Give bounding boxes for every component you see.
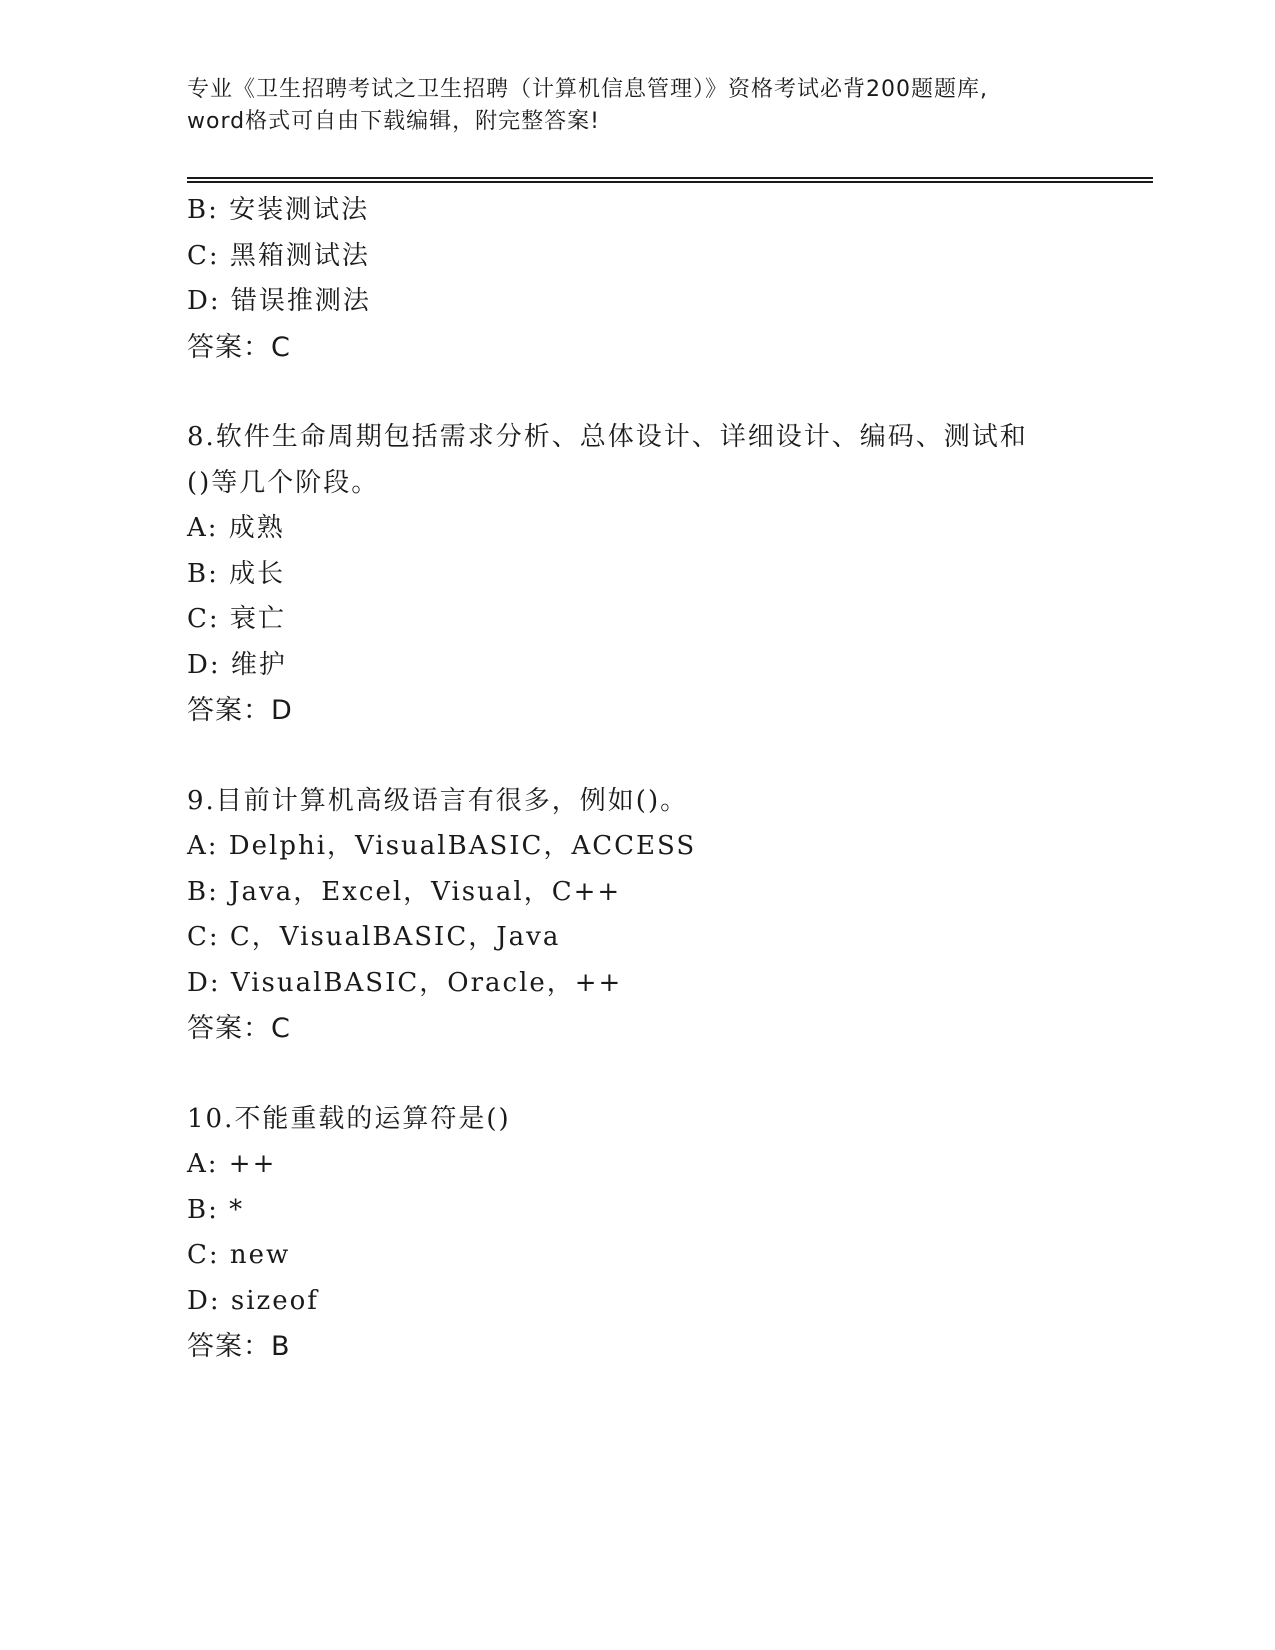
q8-option-d: D: 维护 (187, 649, 287, 680)
header-line-2: word格式可自由下载编辑，附完整答案! (187, 109, 600, 134)
q9-option-a: A: Delphi，VisualBASIC，ACCESS (187, 831, 697, 861)
q7-option-b: B: 安装测试法 (187, 195, 370, 225)
header-line-1: 专业《卫生招聘考试之卫生招聘（计算机信息管理）》资格考试必背200题题库, (187, 77, 988, 102)
q9-answer: 答案：C (187, 1013, 291, 1044)
q10-option-d: D: sizeof (187, 1285, 319, 1316)
q9-option-d: D: VisualBASIC，Oracle，++ (187, 967, 623, 998)
question-7-block (187, 188, 1087, 370)
q7-option-d: D: 错误推测法 (187, 286, 371, 316)
q9-option-b: B: Java，Excel，Visual，C++ (187, 876, 622, 907)
q10-question: 10.不能重载的运算符是() (187, 1103, 511, 1134)
header-double-rule (187, 177, 1153, 183)
q10-option-c: C: new (187, 1240, 291, 1270)
q8-option-b: B: 成长 (187, 558, 286, 589)
q10-answer: 答案：B (187, 1331, 291, 1362)
q8-option-c: C: 衰亡 (187, 604, 286, 634)
question-9-block (187, 779, 1087, 1052)
q8-question-line-1: 8.软件生命周期包括需求分析、总体设计、详细设计、编码、测试和 (187, 422, 1028, 452)
q9-option-c: C: C，VisualBASIC，Java (187, 922, 561, 952)
q8-answer: 答案：D (187, 695, 293, 726)
q7-option-c: C: 黑箱测试法 (187, 240, 370, 271)
q7-answer: 答案：C (187, 331, 291, 363)
question-10-block (187, 1097, 1087, 1370)
q10-option-a: A: ++ (187, 1149, 277, 1179)
question-8-block (187, 415, 1087, 734)
q8-option-a: A: 成熟 (187, 513, 285, 543)
document-body (187, 188, 1087, 1415)
q8-question-line-2: ()等几个阶段。 (187, 467, 380, 498)
q10-option-b: B: * (187, 1194, 245, 1225)
document-header (187, 74, 1067, 138)
q9-question: 9.目前计算机高级语言有很多，例如()。 (187, 785, 689, 816)
